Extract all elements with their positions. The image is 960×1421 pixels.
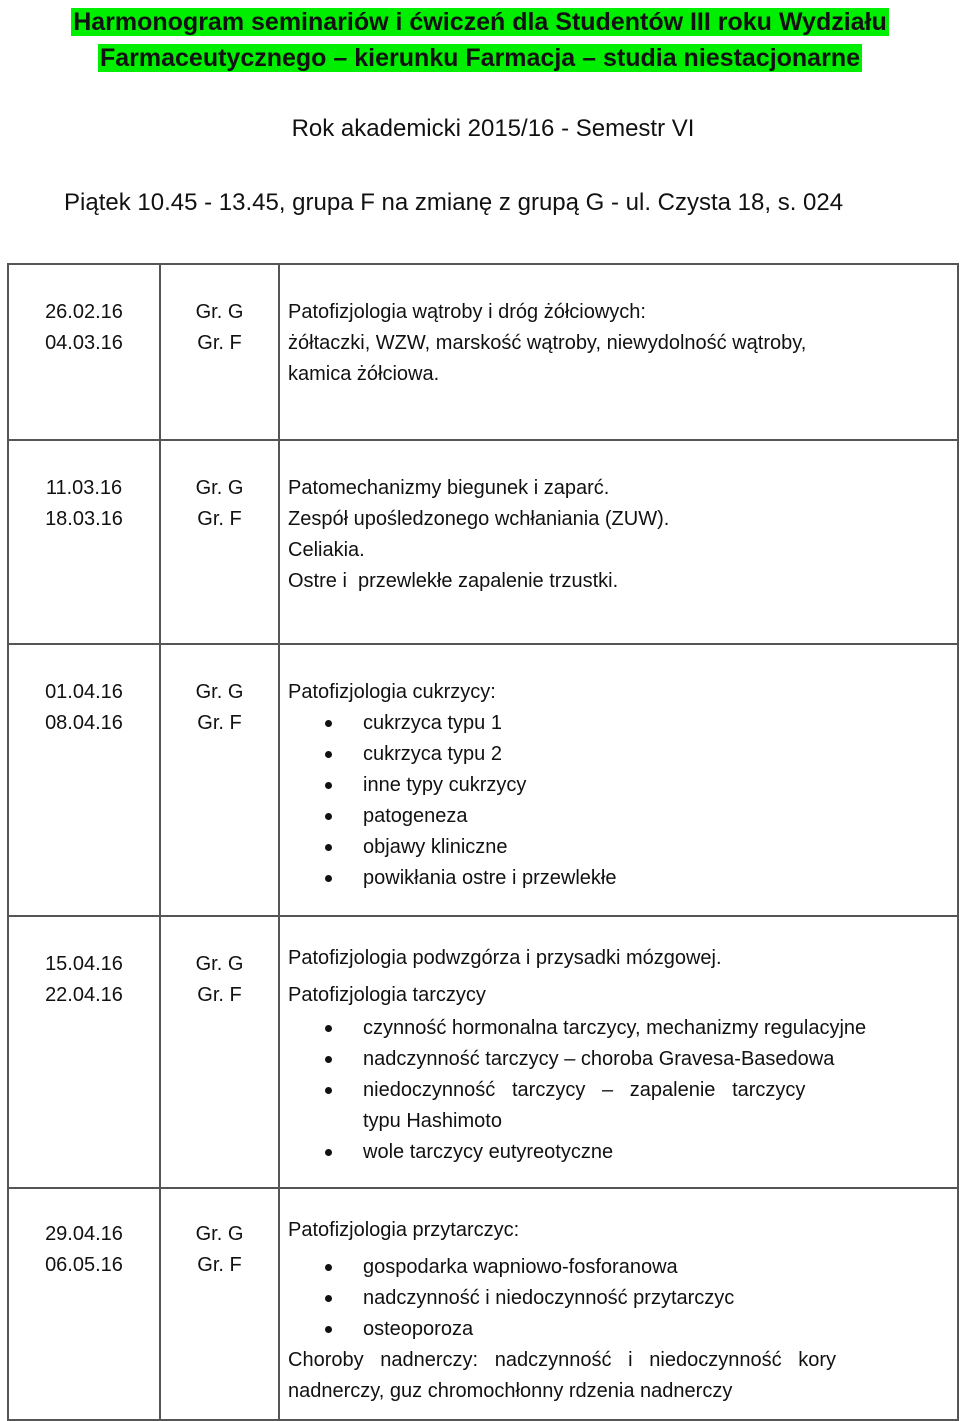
date: 26.02.16 bbox=[45, 301, 123, 323]
date-cell bbox=[8, 1188, 160, 1420]
topic-cell bbox=[279, 644, 958, 916]
table-row bbox=[8, 916, 958, 1188]
list-item-continuation: typu Hashimoto bbox=[363, 1110, 502, 1132]
list-item: objawy kliniczne bbox=[288, 832, 949, 863]
list-item: gospodarka wapniowo-fosforanowa bbox=[288, 1252, 949, 1283]
list-item: niedoczynność tarczycy – zapalenie tarczycy bbox=[288, 1075, 949, 1106]
date: 06.05.16 bbox=[45, 1254, 123, 1276]
list-item: czynność hormonalna tarczycy, mechanizmy regulacyjne bbox=[288, 1013, 949, 1044]
list-item: cukrzyca typu 1 bbox=[288, 708, 949, 739]
table-row bbox=[8, 440, 958, 644]
date: 04.03.16 bbox=[45, 332, 123, 354]
topic-heading: Patofizjologia przytarczyc: bbox=[288, 1219, 520, 1241]
list-item: cukrzyca typu 2 bbox=[288, 739, 949, 770]
list-item: nadczynność tarczycy – choroba Gravesa-Basedowa bbox=[288, 1044, 949, 1075]
bullet-list bbox=[288, 1252, 949, 1345]
group: Gr. G bbox=[195, 301, 244, 323]
list-item: nadczynność i niedoczynność przytarczyc bbox=[288, 1283, 949, 1314]
schedule-table bbox=[7, 263, 959, 1421]
topic-line: Ostre i przewlekłe zapalenie trzustki. bbox=[288, 570, 619, 592]
list-item: inne typy cukrzycy bbox=[288, 770, 949, 801]
date: 22.04.16 bbox=[45, 984, 123, 1006]
list-item: patogeneza bbox=[288, 801, 949, 832]
date: 18.03.16 bbox=[45, 508, 123, 530]
date: 08.04.16 bbox=[45, 712, 123, 734]
topic-subheading: Patofizjologia tarczycy bbox=[288, 984, 486, 1006]
title-line-2: Farmaceutycznego – kierunku Farmacja – studia niestacjonarne bbox=[99, 44, 860, 72]
date: 01.04.16 bbox=[45, 681, 123, 703]
table-row bbox=[8, 1188, 958, 1420]
group: Gr. F bbox=[197, 332, 242, 354]
topic-line: kamica żółciowa. bbox=[288, 363, 440, 385]
title-line-1: Harmonogram seminariów i ćwiczeń dla Studentów III roku Wydziału bbox=[73, 8, 887, 36]
date-cell bbox=[8, 440, 160, 644]
topic-cell bbox=[279, 916, 958, 1188]
group: Gr. F bbox=[197, 712, 242, 734]
group: Gr. G bbox=[195, 953, 244, 975]
date: 15.04.16 bbox=[45, 953, 123, 975]
schedule-info: Piątek 10.45 - 13.45, grupa F na zmianę z grupą G - ul. Czysta 18, s. 024 bbox=[64, 189, 844, 216]
table-row bbox=[8, 644, 958, 916]
topic-cell bbox=[279, 1188, 958, 1420]
bullet-list bbox=[288, 708, 949, 894]
topic-heading: Patofizjologia podwzgórza i przysadki mózgowej. bbox=[288, 947, 722, 969]
list-item: wole tarczycy eutyreotyczne bbox=[288, 1137, 949, 1168]
group-cell bbox=[160, 264, 279, 440]
topic-cell bbox=[279, 440, 958, 644]
bullet-list bbox=[288, 1013, 949, 1168]
group: Gr. G bbox=[195, 477, 244, 499]
list-item: osteoporoza bbox=[288, 1314, 949, 1345]
group-cell bbox=[160, 1188, 279, 1420]
group: Gr. F bbox=[197, 984, 242, 1006]
group: Gr. G bbox=[195, 681, 244, 703]
group-cell bbox=[160, 916, 279, 1188]
topic-line: Choroby nadnerczy: nadczynność i niedoczynność kory bbox=[288, 1349, 837, 1371]
group: Gr. F bbox=[197, 508, 242, 530]
topic-line: Zespół upośledzonego wchłaniania (ZUW). bbox=[288, 508, 670, 530]
topic-line: żółtaczki, WZW, marskość wątroby, niewydolność wątroby, bbox=[288, 332, 807, 354]
group-cell bbox=[160, 644, 279, 916]
topic-heading: Patofizjologia cukrzycy: bbox=[288, 681, 496, 703]
date: 11.03.16 bbox=[45, 477, 123, 499]
date-cell bbox=[8, 264, 160, 440]
date-cell bbox=[8, 644, 160, 916]
topic-line: nadnerczy, guz chromochłonny rdzenia nadnerczy bbox=[288, 1380, 733, 1402]
group-cell bbox=[160, 440, 279, 644]
document-title bbox=[0, 4, 960, 76]
topic-line: Patomechanizmy biegunek i zaparć. bbox=[288, 477, 610, 499]
list-item: powikłania ostre i przewlekłe bbox=[288, 863, 949, 894]
group: Gr. F bbox=[197, 1254, 242, 1276]
topic-cell bbox=[279, 264, 958, 440]
topic-line: Celiakia. bbox=[288, 539, 365, 561]
table-row bbox=[8, 264, 958, 440]
date-cell bbox=[8, 916, 160, 1188]
topic-line: Patofizjologia wątroby i dróg żółciowych: bbox=[288, 301, 646, 323]
date: 29.04.16 bbox=[45, 1223, 123, 1245]
group: Gr. G bbox=[195, 1223, 244, 1245]
academic-year: Rok akademicki 2015/16 - Semestr VI bbox=[291, 115, 695, 142]
